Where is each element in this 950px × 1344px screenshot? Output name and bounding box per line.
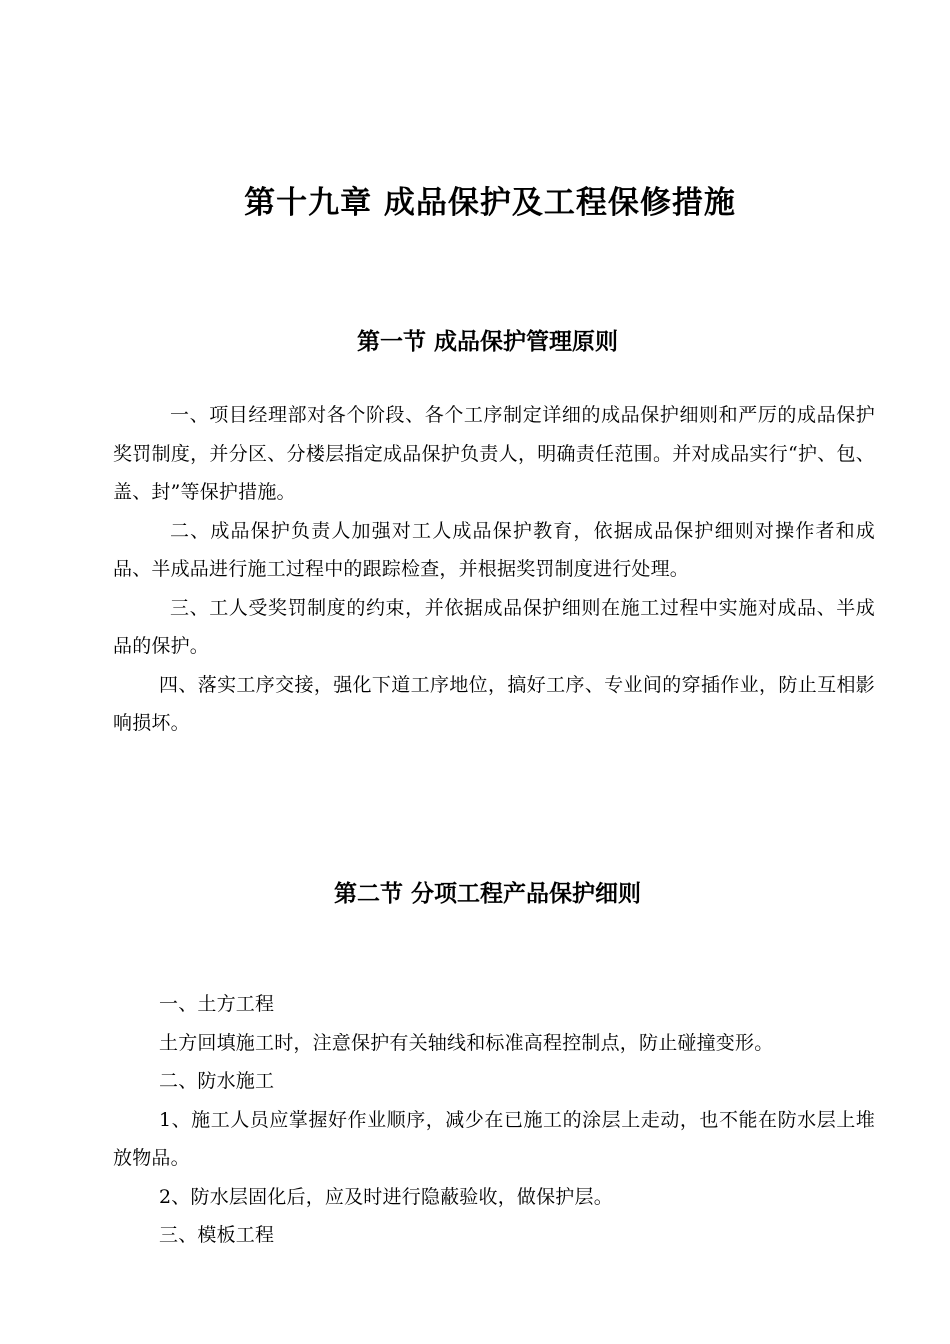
subheading: 一、土方工程 <box>159 993 275 1015</box>
paragraph: 二、成品保护负责人加强对工人成品保护教育，依据成品保护细则对操作者和成品、半成品进行施工过程中的跟踪检查，并根据奖罚制度进行处理。 <box>113 519 875 580</box>
section-title-1: 第一节 成品保护管理原则 <box>356 329 618 355</box>
subheading: 三、模板工程 <box>159 1224 275 1246</box>
paragraph: 一、项目经理部对各个阶段、各个工序制定详细的成品保护细则和严厉的成品保护奖罚制度，并分区、分楼层指定成品保护负责人，明确责任范围。并对成品实行“护、包、盖、封”等保护措施。 <box>113 404 875 503</box>
subheading: 二、防水施工 <box>159 1070 275 1092</box>
section-title-2: 第二节 分项工程产品保护细则 <box>333 881 641 907</box>
section-2-body <box>113 985 875 1255</box>
paragraph: 2、防水层固化后，应及时进行隐蔽验收，做保护层。 <box>159 1185 613 1208</box>
paragraph: 四、落实工序交接，强化下道工序地位，搞好工序、专业间的穿插作业，防止互相影响损坏。 <box>113 673 875 734</box>
paragraph: 1、施工人员应掌握好作业顺序，减少在已施工的涂层上走动，也不能在防水层上堆放物品。 <box>113 1108 875 1169</box>
chapter-title: 第十九章 成品保护及工程保修措施 <box>244 185 736 221</box>
paragraph: 三、工人受奖罚制度的约束，并依据成品保护细则在施工过程中实施对成品、半成品的保护。 <box>113 596 875 657</box>
section-1-body <box>113 396 875 743</box>
paragraph: 土方回填施工时，注意保护有关轴线和标准高程控制点，防止碰撞变形。 <box>159 1031 774 1054</box>
